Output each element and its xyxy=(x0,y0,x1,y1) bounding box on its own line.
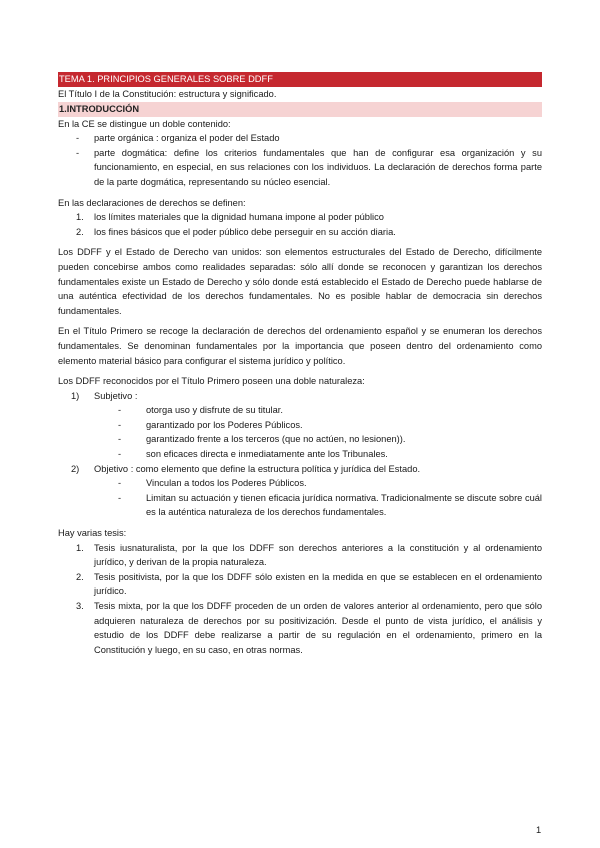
list-marker: - xyxy=(118,478,122,489)
naturaleza-list xyxy=(58,389,542,404)
list-item-text: Tesis mixta, por la que los DDFF proceden de un orden de valores anterior al ordenamiento, pero que sólo adquieren naturaleza de derechos por su positivización. Desde el punto de vista jurídico, el análisis y estudio de los DDFF debe realizarse a partir de su regulación en el ordenamiento, primero en la Constitución y luego, en su caso, en otras normas. xyxy=(94,601,542,655)
tesis-list xyxy=(58,541,542,658)
list-marker: - xyxy=(118,492,122,503)
list-marker: - xyxy=(118,405,122,416)
list-marker: - xyxy=(118,434,122,445)
document-title: TEMA 1. PRINCIPIOS GENERALES SOBRE DDFF xyxy=(58,72,542,87)
list-item xyxy=(58,570,542,599)
content-list xyxy=(58,131,542,189)
sublist-item xyxy=(58,432,542,447)
list-item-text: los fines básicos que el poder público debe perseguir en su acción diaria. xyxy=(94,226,396,237)
list-item-text: Tesis positivista, por la que los DDFF sólo existen en la medida en que se establecen en el ordenamiento jurídico. xyxy=(94,571,542,597)
list-item xyxy=(58,541,542,570)
sublist-item xyxy=(58,491,542,520)
sublist-item-text: son eficaces directa e inmediatamente ante los Tribunales. xyxy=(146,449,388,460)
sublist-item-text: otorga uso y disfrute de su titular. xyxy=(146,405,283,416)
sublist-item xyxy=(58,447,542,462)
list-item-text: parte dogmática: define los criterios fundamentales que han de configurar esa organización y su funcionamiento, en especial, en sus relaciones con los individuos. La declaración de derechos forma parte de la parte dogmática, representando su núcleo esencial. xyxy=(94,147,542,187)
list-marker: - xyxy=(76,147,80,158)
list-item-text: parte orgánica : organiza el poder del Estado xyxy=(94,133,280,144)
subjetivo-sublist xyxy=(58,403,542,461)
list-item xyxy=(58,599,542,657)
sublist-item xyxy=(58,403,542,418)
objetivo-sublist xyxy=(58,476,542,520)
sublist-item-text: Limitan su actuación y tienen eficacia jurídica normativa. Tradicionalmente se discute sobre cuál es la auténtica naturaleza de los derechos fundamentales. xyxy=(146,492,542,518)
list-item xyxy=(58,146,542,190)
list-marker: 2. xyxy=(76,571,84,582)
list-item-text: los límites materiales que la dignidad humana impone al poder público xyxy=(94,212,384,223)
list-marker: 1) xyxy=(71,390,80,401)
list-item xyxy=(58,389,542,404)
titulo-primero-paragraph: En el Título Primero se recoge la declaración de derechos del ordenamiento español y se enumeran los derechos fundamentales. Se denominan fundamentales por la importancia que poseen dentro del ordenamiento como elemento material básico para configurar el sistema jurídico y político. xyxy=(58,326,542,366)
subtitle: El Título I de la Constitución: estructura y significado. xyxy=(58,89,277,99)
declaraciones-paragraph: En las declaraciones de derechos se definen: xyxy=(58,197,246,208)
list-marker: 2. xyxy=(76,226,84,237)
declaraciones-list xyxy=(58,210,542,239)
list-marker: - xyxy=(118,449,122,460)
list-marker: 2) xyxy=(71,463,80,474)
list-marker: 3. xyxy=(76,601,84,611)
sublist-item xyxy=(58,476,542,491)
sublist-item-text: garantizado por los Poderes Públicos. xyxy=(146,419,303,430)
sublist-item-text: garantizado frente a los terceros (que no actúen, no lesionen)). xyxy=(146,434,406,445)
list-item xyxy=(58,131,542,146)
list-item xyxy=(58,210,542,225)
list-item-text: Subjetivo : xyxy=(94,390,138,401)
sublist-item-text: Vinculan a todos los Poderes Públicos. xyxy=(146,478,307,489)
list-marker: - xyxy=(118,419,122,430)
document-content xyxy=(58,72,542,657)
estado-derecho-paragraph: Los DDFF y el Estado de Derecho van unidos: son elementos estructurales del Estado de Derecho, difícilmente pueden concebirse ambos como realidades separadas: sólo allí donde se reconocen y garantizan los derechos fundamentales existe un Estado de Derecho y sólo donde está establecido el Estado de Derecho puede hablarse de una auténtica efectividad de los derechos fundamentales. No es posible hablar de democracia sin derechos fundamentales. xyxy=(58,247,542,316)
intro-paragraph: En la CE se distingue un doble contenido: xyxy=(58,118,231,129)
tesis-paragraph: Hay varias tesis: xyxy=(58,528,127,539)
list-marker: - xyxy=(76,133,80,144)
naturaleza-list-2 xyxy=(58,462,542,477)
list-item-text: Tesis iusnaturalista, por la que los DDFF son derechos anteriores a la constitución y al ordenamiento jurídico, y derivan de la propia naturaleza. xyxy=(94,542,542,568)
list-item xyxy=(58,462,542,477)
list-marker: 1. xyxy=(76,542,84,553)
page-number: 1 xyxy=(536,825,542,835)
list-marker: 1. xyxy=(76,212,84,223)
list-item-text: Objetivo : como elemento que define la estructura política y jurídica del Estado. xyxy=(94,463,421,474)
list-item xyxy=(58,225,542,240)
naturaleza-paragraph: Los DDFF reconocidos por el Título Primero poseen una doble naturaleza: xyxy=(58,376,365,387)
section-heading: 1.INTRODUCCIÓN xyxy=(58,102,542,117)
sublist-item xyxy=(58,418,542,433)
